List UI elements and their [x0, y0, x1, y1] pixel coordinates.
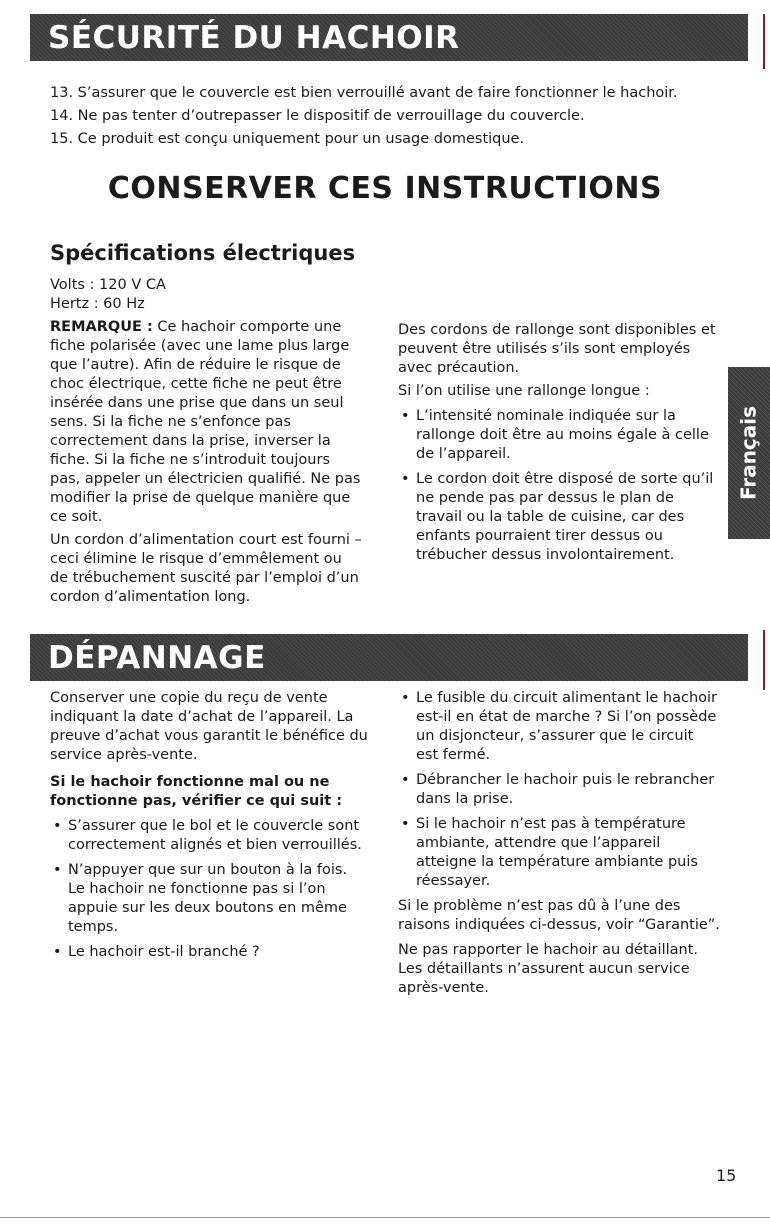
- note-label: REMARQUE :: [50, 319, 153, 335]
- check-item: • N’appuyer que sur un bouton à la fois. Le hachoir ne fonctionne pas si l’on appuie sur les deux boutons en même temps.: [50, 861, 368, 937]
- problem-paragraph: Si le problème n’est pas dû à l’une des raisons indiquées ci-dessus, voir “Garantie”.: [398, 898, 720, 933]
- electrical-left-column: [50, 276, 362, 611]
- return-paragraph: Ne pas rapporter le hachoir au détaillant. Les détaillants n’assurent aucun service après-vente.: [398, 942, 698, 996]
- edge-mark-bottom: [763, 630, 765, 690]
- troubleshooting-left-column: [50, 689, 368, 968]
- extension-bullets: [398, 407, 716, 565]
- bullet-item: • L’intensité nominale indiquée sur la rallonge doit être au moins égale à celle de l’appareil.: [398, 407, 716, 464]
- hertz-spec: Hertz : 60 Hz: [50, 296, 145, 312]
- bullet-item: • Le cordon doit être disposé de sorte qu’il ne pende pas par dessus le plan de travail ou la table de cuisine, car des enfants pourraient tirer dessus ou trébucher dessus involontairement.: [398, 470, 716, 565]
- safety-list: [50, 84, 730, 149]
- page-number: 15: [716, 1166, 737, 1185]
- safety-item: 14. Ne pas tenter d’outrepasser le dispositif de verrouillage du couvercle.: [50, 108, 585, 124]
- safety-item: 13. S’assurer que le couvercle est bien verrouillé avant de faire fonctionner le hachoir.: [50, 85, 678, 101]
- safety-banner-title: SÉCURITÉ DU HACHOIR: [48, 20, 460, 56]
- edge-mark-top: [763, 14, 765, 69]
- check-item: • Le fusible du circuit alimentant le hachoir est-il en état de marche ? Si l’on possède un disjoncteur, s’assurer que le circuit est fermé.: [398, 689, 720, 765]
- troubleshooting-banner: [30, 634, 748, 681]
- troubleshooting-right-column: [398, 689, 720, 1002]
- safety-item: 15. Ce produit est conçu uniquement pour un usage domestique.: [50, 131, 525, 147]
- check-item: • Débrancher le hachoir puis le rebrancher dans la prise.: [398, 771, 720, 809]
- check-item: • Si le hachoir n’est pas à température ambiante, attendre que l’appareil atteigne la température ambiante puis réessayer.: [398, 815, 720, 891]
- receipt-paragraph: Conserver une copie du reçu de vente indiquant la date d’achat de l’appareil. La preuve d’achat vous garantit le bénéfice du service après-vente.: [50, 690, 368, 763]
- electrical-right-column: [398, 321, 716, 571]
- electrical-heading: Spécifications électriques: [50, 241, 356, 265]
- long-extension-intro: Si l’on utilise une rallonge longue :: [398, 383, 650, 399]
- check-bullets-left: [50, 817, 368, 962]
- volts-spec: Volts : 120 V CA: [50, 277, 166, 293]
- note-paragraph: [50, 318, 362, 527]
- side-tab-label: Français: [736, 405, 761, 501]
- language-side-tab: [728, 367, 770, 539]
- check-bullets-right: [398, 689, 720, 891]
- troubleshooting-banner-title: DÉPANNAGE: [48, 640, 266, 676]
- bottom-rule: [0, 1217, 770, 1218]
- cord-paragraph: Un cordon d’alimentation court est fourni – ceci élimine le risque d’emmêlement ou de trébuchement suscité par l’emploi d’un cordon d’alimentation long.: [50, 532, 362, 605]
- extension-paragraph: Des cordons de rallonge sont disponibles et peuvent être utilisés s’ils sont employés avec précaution.: [398, 322, 716, 376]
- check-item: • S’assurer que le bol et le couvercle sont correctement alignés et bien verrouillés.: [50, 817, 368, 855]
- check-heading: Si le hachoir fonctionne mal ou ne fonctionne pas, vérifier ce qui suit :: [50, 774, 343, 809]
- check-item: • Le hachoir est-il branché ?: [50, 943, 368, 962]
- save-instructions-title: CONSERVER CES INSTRUCTIONS: [107, 171, 663, 206]
- note-text: Ce hachoir comporte une fiche polarisée (avec une lame plus large que l’autre). Afin de réduire le risque de choc électrique, cette fiche ne peut être insérée dans une prise que dans un seul sens. Si la fiche ne s’enfonce pas correctement dans la prise, inverser la fiche. Si la fiche ne s’introduit toujours pas, appeler un électricien qualifié. Ne pas modifier la prise de quelque manière que ce soit.: [50, 319, 361, 525]
- safety-banner: [30, 14, 748, 61]
